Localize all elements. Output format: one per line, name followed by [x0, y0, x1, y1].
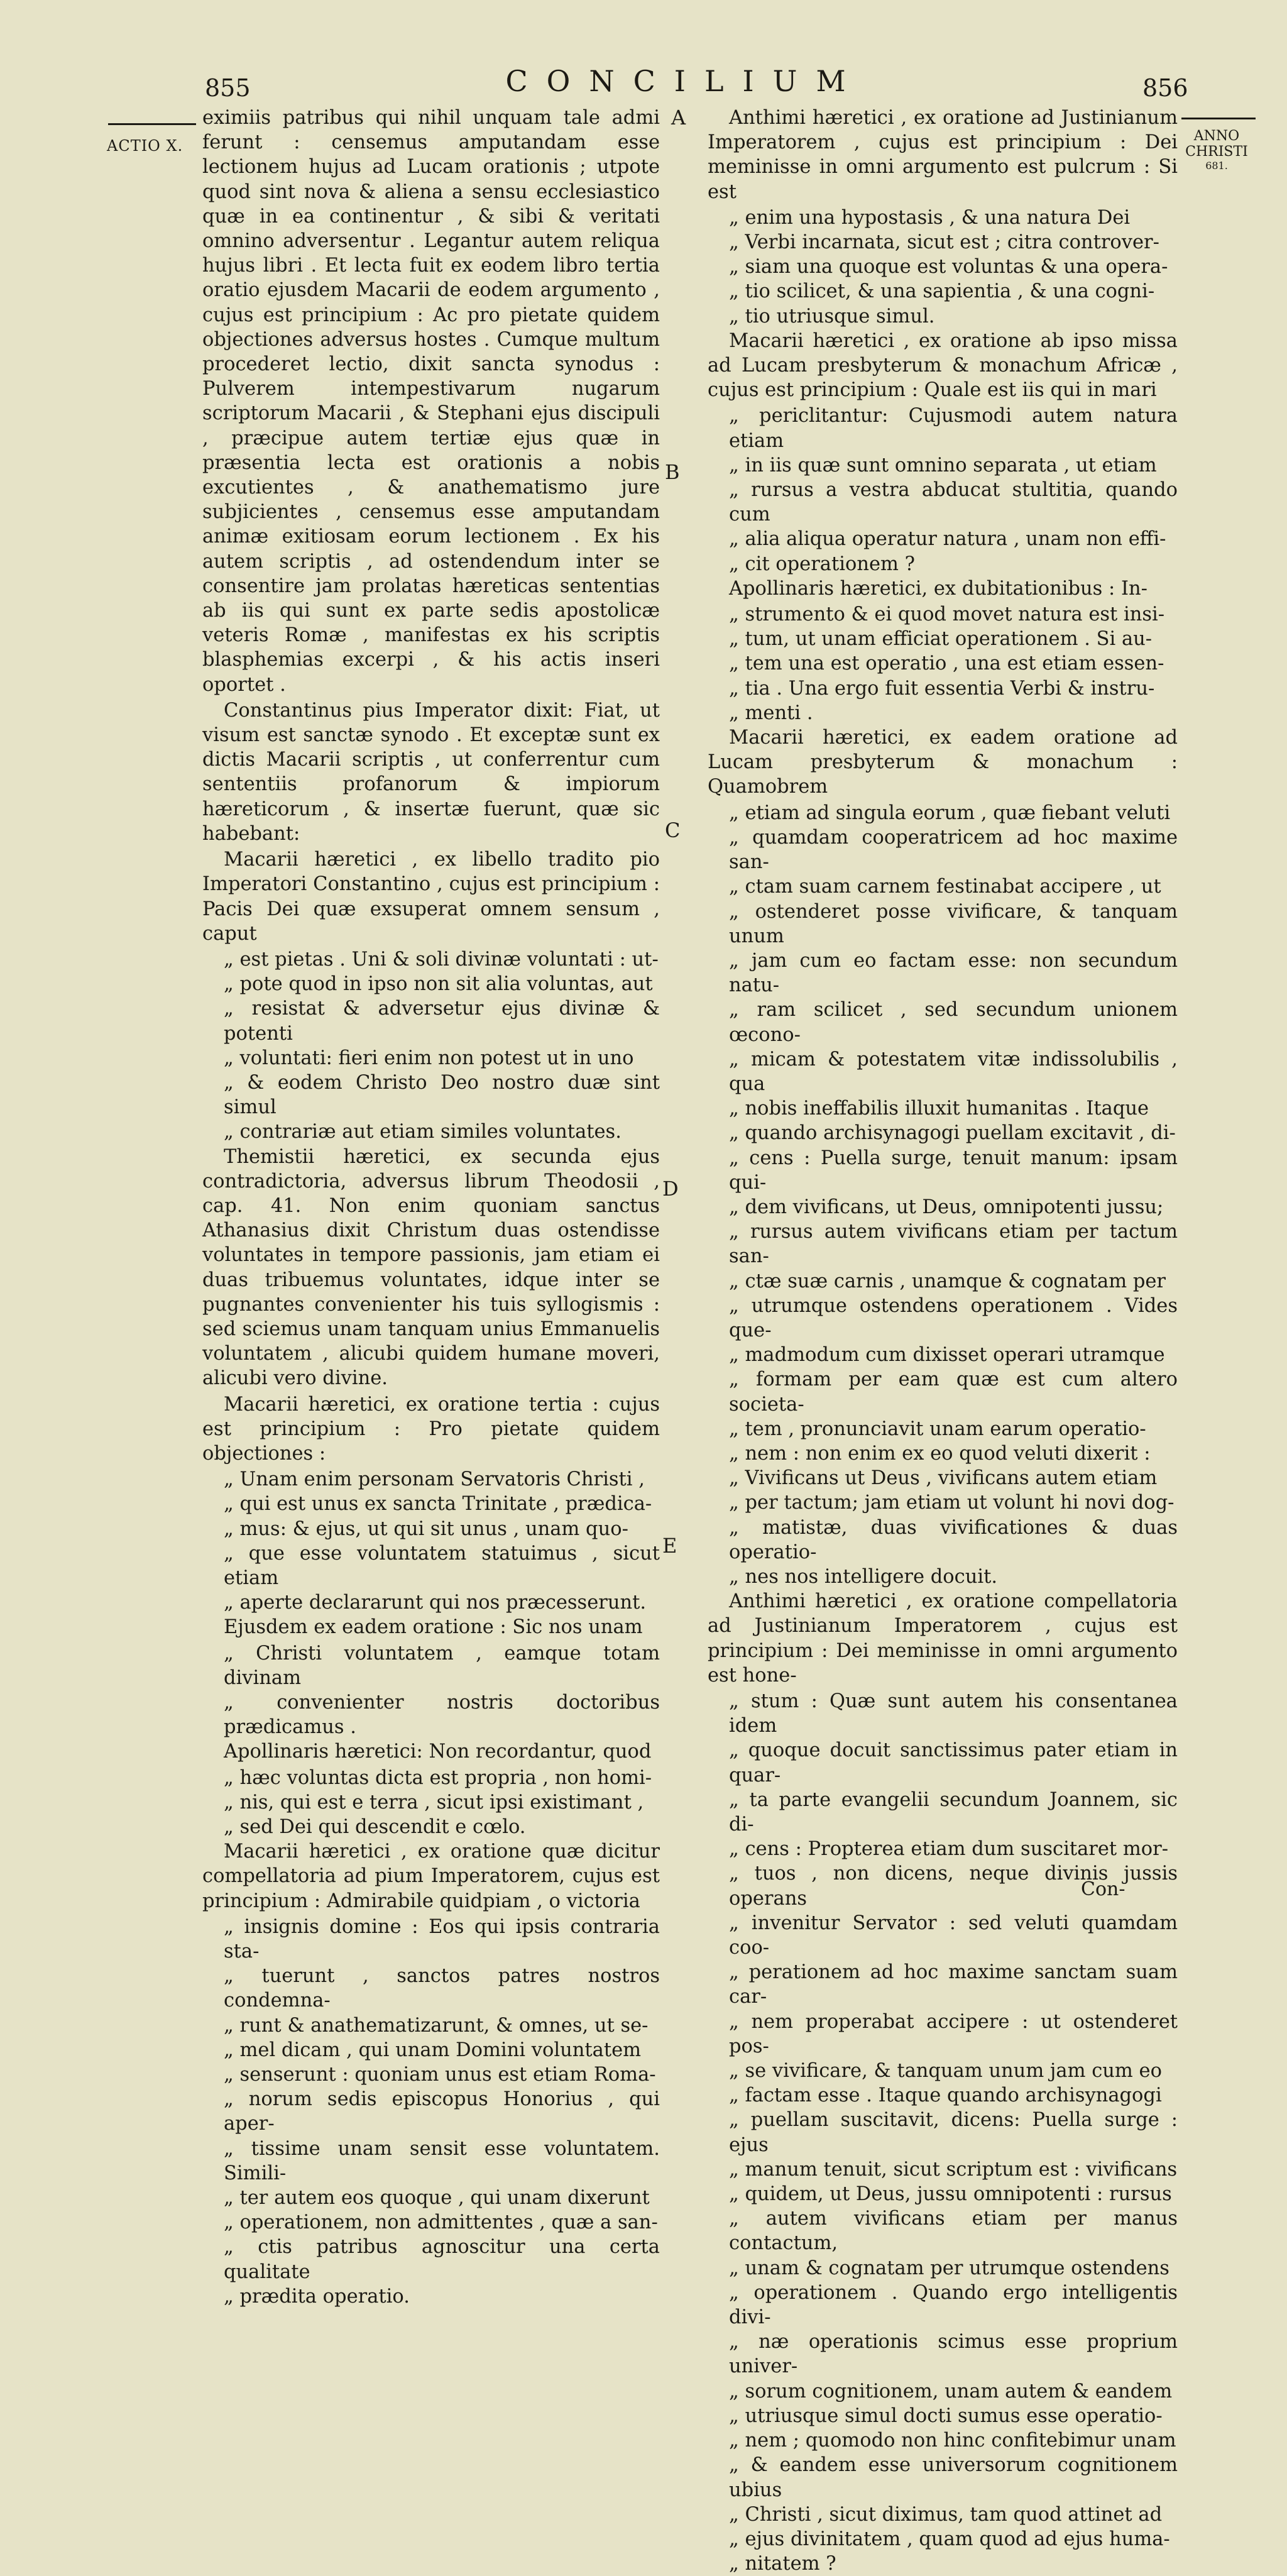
quote-line: „ nem : non enim ex eo quod veluti dixerit :	[729, 1442, 1151, 1465]
quote-line: „ puellam suscitavit, dicens: Puella surge : ejus	[729, 2109, 1178, 2156]
paragraph-apollinaris-dubitationes: Apollinaris hæretici, ex dubitationibus : In-	[729, 577, 1147, 600]
quote-line: „ ejus divinitatem , quam quod ad ejus huma-	[729, 2528, 1170, 2550]
quote-line: „ tio scilicet, & una sapientia , & una cogni-	[729, 280, 1155, 303]
quote-line: „ per tactum; jam etiam ut volunt hi novi dog-	[729, 1492, 1175, 1514]
quote-line: „ dem vivificans, ut Deus, omnipotenti jussu;	[729, 1196, 1164, 1218]
quote-line: „ ram scilicet , sed secundum unionem œcono-	[729, 999, 1178, 1046]
quote-line: „ quando archisynagogi puellam excitavit , di-	[729, 1122, 1176, 1145]
quote-line: „ ta parte evangelii secundum Joannem, sic di-	[729, 1788, 1178, 1836]
margin-rule-right	[1181, 118, 1256, 119]
quote-line: „ sorum cognitionem, unam autem & eandem	[729, 2380, 1173, 2403]
quote-line: „ nem ; quomodo non hinc confitebimur unam	[729, 2430, 1176, 2452]
page-header	[0, 63, 1287, 107]
quote-line: „ menti .	[729, 702, 813, 724]
quote-block-dubitationes	[708, 602, 1178, 725]
margin-year: 681.	[1205, 159, 1228, 172]
quote-line: „ unam & cognatam per utrumque ostendens	[729, 2257, 1169, 2279]
quote-line: „ nem properabat accipere : ut ostenderet pos-	[729, 2010, 1178, 2057]
quote-line: „ ter autem eos quoque , qui unam dixerunt	[224, 2187, 650, 2210]
quote-line: „ utriusque simul docti sumus esse operatio-	[729, 2404, 1163, 2427]
section-letter-a: A	[671, 106, 686, 129]
paragraph-ejusdem: Ejusdem ex eadem oratione : Sic nos unam	[224, 1616, 643, 1639]
quote-line: „ tia . Una ergo fuit essentia Verbi & instru-	[729, 677, 1155, 700]
paragraph-constantinus: Constantinus pius Imperator dixit: Fiat, ut visum est sanctæ synodo . Et exceptæ sunt ex dictis Macarii scriptis , ut conferrentur cum sententiis profanorum & impiorum hæreticorum , & insertæ fuerunt, quæ sic habebant:	[202, 699, 660, 845]
quote-line: „ factam esse . Itaque quando archisynagogi	[729, 2084, 1162, 2107]
quote-line: „ Christi voluntatem , eamque totam divinam	[224, 1642, 660, 1689]
paragraph-macarius-compellatoria: Macarii hæretici , ex oratione quæ dicitur compellatoria ad pium Imperatorem, cujus est principium : Admirabile quidpiam , o victoria	[202, 1841, 660, 1912]
quote-line: „ siam una quoque est voluntas & una opera-	[729, 256, 1168, 278]
quote-line: „ Verbi incarnata, sicut est ; citra controver-	[729, 231, 1159, 254]
quote-line: „ voluntati: fieri enim non potest ut in uno	[224, 1047, 634, 1069]
quote-line: „ formam per eam quæ est cum altero societa-	[729, 1368, 1178, 1416]
quote-line: „ matistæ, duas vivificationes & duas operatio-	[729, 1516, 1178, 1563]
quote-block-anthimus	[708, 206, 1178, 329]
section-letter-e: E	[662, 1534, 677, 1558]
quote-line: „ tem , pronunciavit unam earum operatio-	[729, 1417, 1146, 1440]
quote-line: „ operationem . Quando ergo intelligentis divi-	[729, 2281, 1178, 2329]
quote-line: „ strumento & ei quod movet natura est insi-	[729, 603, 1165, 626]
quote-line: „ nes nos intelligere docuit.	[729, 1565, 998, 1588]
quote-line: „ manum tenuit, sicut scriptum est : vivificans	[729, 2158, 1178, 2181]
quote-line: „ runt & anathematizarunt, & omnes, ut se-	[224, 2014, 649, 2037]
quote-line: „ insignis domine : Eos qui ipsis contraria sta-	[224, 1915, 660, 1963]
quote-line: „ nobis ineffabilis illuxit humanitas . Itaque	[729, 1098, 1149, 1120]
quote-line: „ tem una est operatio , una est etiam essen-	[729, 652, 1164, 675]
quote-line: „ ctam suam carnem festinabat accipere , ut	[729, 876, 1161, 898]
quote-line: „ resistat & adversetur ejus divinæ & potenti	[224, 998, 660, 1045]
quote-line: „ cens : Propterea etiam dum suscitaret mor-	[729, 1838, 1169, 1861]
quote-line: „ & eodem Christo Deo nostro duæ sint simul	[224, 1071, 660, 1119]
quote-block-macarius-libellus	[202, 947, 660, 1145]
quote-line: „ cit operationem ?	[729, 553, 916, 575]
quote-line: „ tissime unam sensit esse voluntatem. Simili-	[224, 2137, 660, 2184]
quote-line: „ rursus a vestra abducat stultitia, quando cum	[729, 479, 1178, 526]
quote-line: „ autem vivificans etiam per manus contactum,	[729, 2208, 1178, 2255]
paragraph-macarius-oratio-tertia: Macarii hæretici, ex oratione tertia : cujus est principium : Pro pietate quidem objectiones :	[202, 1393, 660, 1465]
quote-line: „ alia aliqua operatur natura , unam non effi-	[729, 528, 1166, 551]
quote-line: „ jam cum eo factam esse: non secundum natu-	[729, 949, 1178, 997]
paragraph-apollinaris: Apollinaris hæretici: Non recordantur, quod	[224, 1741, 652, 1763]
quote-line: „ rursus autem vivificans etiam per tactum san-	[729, 1221, 1178, 1268]
paragraph-anthimus: Anthimi hæretici , ex oratione ad Justinianum Imperatorem , cujus est principium : Dei meminisse in omni argumento est pulcrum : Si est	[708, 107, 1178, 203]
quote-line: „ prædita operatio.	[224, 2285, 410, 2308]
running-title: CONCILIUM	[505, 64, 865, 98]
quote-block-eadem-oratio	[708, 801, 1178, 1590]
quote-line: „ aperte declararunt qui nos præcesserunt.	[224, 1592, 647, 1614]
quote-line: „ quoque docuit sanctissimus pater etiam in quar-	[729, 1739, 1178, 1786]
quote-line: „ est pietas . Uni & soli divinæ voluntati : ut-	[224, 948, 659, 971]
quote-line: „ operationem, non admittentes , quæ a san-	[224, 2211, 658, 2234]
paragraph-macarius-ad-lucam: Macarii hæretici , ex oratione ab ipso missa ad Lucam presbyterum & monachum Africæ , cujus est principium : Quale est iis qui in mari	[708, 329, 1178, 402]
quote-line: „ pote quod in ipso non sit alia voluntas, aut	[224, 973, 653, 996]
quote-line: „ næ operationis scimus esse proprium univer-	[729, 2331, 1178, 2378]
quote-line: „ Christi , sicut diximus, tam quod attinet ad	[729, 2503, 1163, 2526]
quote-line: „ cens : Puella surge, tenuit manum: ipsam qui-	[729, 1147, 1178, 1194]
quote-line: „ stum : Quæ sunt autem his consentanea idem	[729, 1690, 1178, 1737]
quote-block-ad-lucam	[708, 404, 1178, 576]
quote-line: „ hæc voluntas dicta est propria , non homi-	[224, 1766, 652, 1789]
quote-line: „ invenitur Servator : sed veluti quamdam coo-	[729, 1912, 1178, 1959]
quote-line: „ in iis quæ sunt omnino separata , ut etiam	[729, 454, 1157, 476]
section-letter-c: C	[665, 818, 681, 842]
quote-line: „ quamdam cooperatricem ad hoc maxime san-	[729, 826, 1178, 874]
quote-line: „ sed Dei qui descendit e cœlo.	[224, 1816, 526, 1839]
quote-line: „ ostenderet posse vivificare, & tanquam unum	[729, 900, 1178, 947]
quote-line: „ tuerunt , sanctos patres nostros condemna-	[224, 1965, 660, 2012]
quote-line: „ & eandem esse universorum cognitionem ubius	[729, 2454, 1178, 2501]
quote-line: „ etiam ad singula eorum , quæ fiebant veluti	[729, 801, 1171, 824]
quote-line: „ micam & potestatem vitæ indissolubilis , qua	[729, 1048, 1178, 1095]
quote-line: „ Vivificans ut Deus , vivificans autem etiam	[729, 1467, 1158, 1490]
quote-line: „ madmodum cum dixisset operari utramque	[729, 1344, 1165, 1367]
quote-line: „ qui est unus ex sancta Trinitate , prædica-	[224, 1493, 652, 1516]
paragraph-themistius: Themistii hæretici, ex secunda ejus contradictoria, adversus librum Theodosii , cap. 41. Non enim quoniam sanctus Athanasius dixit Christum duas ostendisse voluntates in tempore passionis, jam etiam ei duas tribuemus voluntates, idque inter se pugnantes convenienter his tuis syllogismis : sed sciemus unam tanquam unius Emmanuelis voluntatem , alicubi quidem humane moveri, alicubi vero divine.	[202, 1145, 660, 1390]
paragraph-anthimus-compellatoria: Anthimi hæretici , ex oratione compellatoria ad Justinianum Imperatorem , cujus est principium : Dei meminisse in omni argumento est hone-	[708, 1590, 1178, 1687]
quote-line: „ tio utriusque simul.	[729, 305, 935, 328]
quote-line: „ enim una hypostasis , & una natura Dei	[729, 206, 1131, 229]
quote-line: „ mus: & ejus, ut qui sit unus , unam quo-	[224, 1517, 628, 1540]
quote-line: „ mel dicam , qui unam Domini voluntatem	[224, 2039, 642, 2061]
quote-line: „ nitatem ?	[729, 2553, 836, 2575]
paragraph-macarius-eadem-oratio: Macarii hæretici, ex eadem oratione ad Lucam presbyterum & monachum : Quamobrem	[708, 727, 1178, 798]
paragraph-synod-decree: eximiis patribus qui nihil unquam tale admi ferunt : censemus amputandam esse lectionem hujus ad Lucam orationis ; utpote quod sint nova & aliena a sensu ecclesiastico quæ in ea continentur , & sibi & veritati omnino adversentur . Legantur autem reliqua hujus libri . Et lecta fuit ex eodem libro tertia oratio ejusdem Macarii de eodem argumento , cujus est principium : Ac pro pietate quidem objectiones adversus hostes . Cumque multum procederet lectio, dixit sancta synodus : Pulverem intempestivarum nugarum scriptorum Macarii , & Stephani ejus discipuli , præcipue autem tertiæ ejus quæ in præsentia lecta est orationis a nobis excutientes , & anathematismo jure subjicientes , censemus esse amputandam animæ exitiosam eorum lectionem . Ex his autem scriptis , ad ostendendum inter se consentire jam prolatas hæreticas sententias ab iis qui sunt ex parte sedis apostolicæ veteris Romæ , manifestas ex his scriptis blasphemias excerpi , & his actis inseri oportet .	[202, 107, 660, 696]
section-letter-b: B	[665, 460, 680, 484]
quote-line: „ ctis patribus agnoscitur una certa qualitate	[224, 2236, 660, 2283]
quote-block-ejusdem	[202, 1641, 660, 1740]
quote-line: „ Unam enim personam Servatoris Christi ,	[224, 1468, 645, 1491]
catchword: Con-	[1081, 1878, 1125, 1900]
quote-line: „ senserunt : quoniam unus est etiam Roma-	[224, 2064, 656, 2086]
paragraph-macarius-libellus: Macarii hæretici , ex libello tradito pio Imperatori Constantino , cujus est principium : Pacis Dei quæ exsuperat omnem sensum , caput	[202, 849, 660, 945]
quote-line: „ utrumque ostendens operationem . Vides que-	[729, 1294, 1178, 1341]
section-letter-d: D	[662, 1177, 679, 1201]
quote-block-apollinaris	[202, 1766, 660, 1840]
quote-line: „ tum, ut unam efficiat operationem . Si au-	[729, 628, 1153, 651]
quote-line: „ nis, qui est e terra , sicut ipsi existimant ,	[224, 1791, 644, 1814]
quote-block-oratio-tertia	[202, 1467, 660, 1615]
quote-line: „ quidem, ut Deus, jussu omnipotenti : rursus	[729, 2183, 1172, 2206]
margin-label-anno: ANNO	[1193, 128, 1240, 144]
quote-block-anthimus-compellatoria	[708, 1689, 1178, 2576]
quote-line: „ se vivificare, & tanquam unum jam cum eo	[729, 2060, 1162, 2083]
quote-line: „ perationem ad hoc maxime sanctam suam car-	[729, 1961, 1178, 2008]
quote-line: „ norum sedis episcopus Honorius , qui aper-	[224, 2088, 660, 2135]
quote-line: „ ctæ suæ carnis , unamque & cognatam per	[729, 1270, 1166, 1292]
quote-line: „ que esse voluntatem statuimus , sicut etiam	[224, 1542, 660, 1589]
page-number-left: 855	[205, 74, 251, 102]
quote-line: „ periclitantur: Cujusmodi autem natura etiam	[729, 405, 1178, 452]
quote-block-compellatoria	[202, 1915, 660, 2309]
text-column-right	[708, 106, 1178, 2576]
page-number-right: 856	[1142, 74, 1188, 102]
margin-label-christi: CHRISTI	[1185, 144, 1248, 160]
text-column-left	[202, 106, 660, 2309]
quote-line: „ convenienter nostris doctoribus prædicamus .	[224, 1692, 660, 1739]
quote-line: „ contrariæ aut etiam similes voluntates.	[224, 1121, 622, 1143]
quote-line: „ tuos , non dicens, neque divinis jussis operans	[729, 1863, 1178, 1910]
margin-note-year	[1179, 128, 1254, 172]
margin-rule-left	[108, 123, 196, 125]
margin-note-actio: ACTIO X.	[107, 137, 183, 155]
